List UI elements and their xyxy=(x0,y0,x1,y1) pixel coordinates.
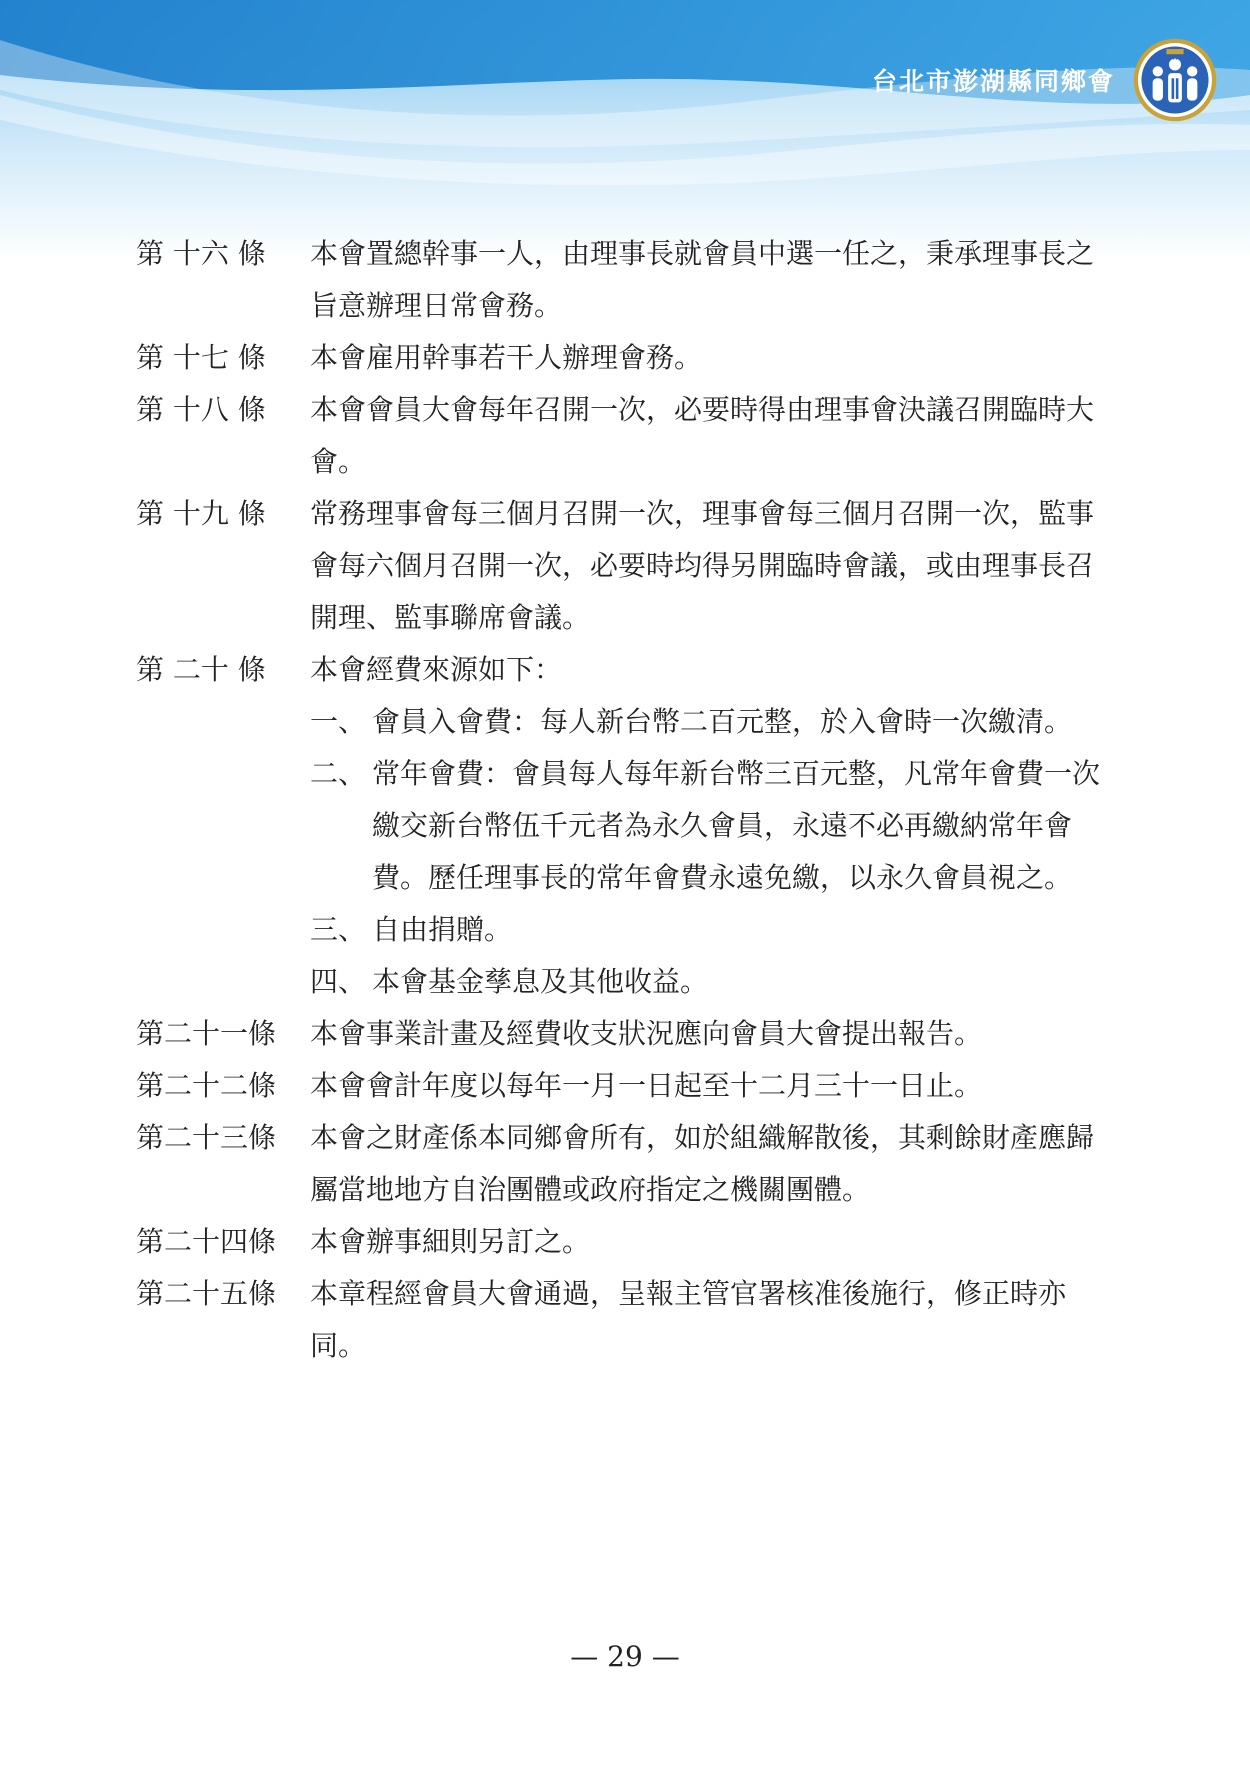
item-text: 本會基金孳息及其他收益。 xyxy=(372,965,709,998)
item-number: 四、 xyxy=(310,965,367,998)
funding-item-4 xyxy=(310,956,1110,1008)
article-label: 第二十一條 xyxy=(136,1017,277,1050)
article-20 xyxy=(0,644,1250,696)
organization-name: 台北市澎湖縣同鄉會 xyxy=(871,67,1115,96)
article-22 xyxy=(0,1060,1250,1112)
header-wave-background xyxy=(0,0,1250,260)
article-text: 本會會計年度以每年一月一日起至十二月三十一日止。 xyxy=(310,1069,983,1102)
regulations-body xyxy=(0,228,1250,1372)
association-logo-icon xyxy=(1132,37,1218,123)
article-25 xyxy=(0,1268,1250,1372)
article-text: 常務理事會每三個月召開一次，理事會每三個月召開一次，監事會每六個月召開一次，必要時均得另開臨時會議，或由理事長召開理、監事聯席會議。 xyxy=(310,497,1095,634)
article-18 xyxy=(0,384,1250,488)
article-label: 第 十九 條 xyxy=(136,497,266,530)
article-label: 第二十四條 xyxy=(136,1225,277,1258)
article-17 xyxy=(0,332,1250,384)
item-text: 會員入會費：每人新台幣二百元整，於入會時一次繳清。 xyxy=(372,705,1073,738)
article-text: 本會之財產係本同鄉會所有，如於組織解散後，其剩餘財產應歸屬當地地方自治團體或政府指定之機關團體。 xyxy=(310,1121,1095,1206)
article-21 xyxy=(0,1008,1250,1060)
funding-item-2 xyxy=(310,748,1110,904)
logo-text: PHC xyxy=(1168,54,1182,62)
article-23 xyxy=(0,1112,1250,1216)
funding-item-3 xyxy=(310,904,1110,956)
article-label: 第二十三條 xyxy=(136,1121,277,1154)
article-19 xyxy=(0,488,1250,644)
item-number: 三、 xyxy=(310,913,367,946)
item-number: 二、 xyxy=(310,757,367,790)
article-text: 本會會員大會每年召開一次，必要時得由理事會決議召開臨時大會。 xyxy=(310,393,1095,478)
item-text: 自由捐贈。 xyxy=(372,913,513,946)
article-16 xyxy=(0,228,1250,332)
article-text: 本會雇用幹事若干人辦理會務。 xyxy=(310,341,703,374)
article-label: 第 十六 條 xyxy=(136,237,266,270)
article-text: 本會置總幹事一人，由理事長就會員中選一任之，秉承理事長之旨意辦理日常會務。 xyxy=(310,237,1095,322)
article-label: 第二十二條 xyxy=(136,1069,277,1102)
article-text: 本章程經會員大會通過，呈報主管官署核准後施行，修正時亦同。 xyxy=(310,1277,1067,1362)
article-24 xyxy=(0,1216,1250,1268)
article-label: 第 十八 條 xyxy=(136,393,266,426)
article-text: 本會辦事細則另訂之。 xyxy=(310,1225,591,1258)
page-number: — 29 — xyxy=(570,1640,680,1673)
article-text: 本會事業計畫及經費收支狀況應向會員大會提出報告。 xyxy=(310,1017,983,1050)
article-label: 第二十五條 xyxy=(136,1277,277,1310)
item-number: 一、 xyxy=(310,705,367,738)
article-label: 第 十七 條 xyxy=(136,341,266,374)
article-text: 本會經費來源如下： xyxy=(310,653,563,686)
article-label: 第 二十 條 xyxy=(136,653,266,686)
funding-item-1 xyxy=(310,696,1110,748)
item-text: 常年會費：會員每人每年新台幣三百元整，凡常年會費一次繳交新台幣伍千元者為永久會員，永遠不必再繳納常年會費。歷任理事長的常年會費永遠免繳，以永久會員視之。 xyxy=(372,757,1101,894)
